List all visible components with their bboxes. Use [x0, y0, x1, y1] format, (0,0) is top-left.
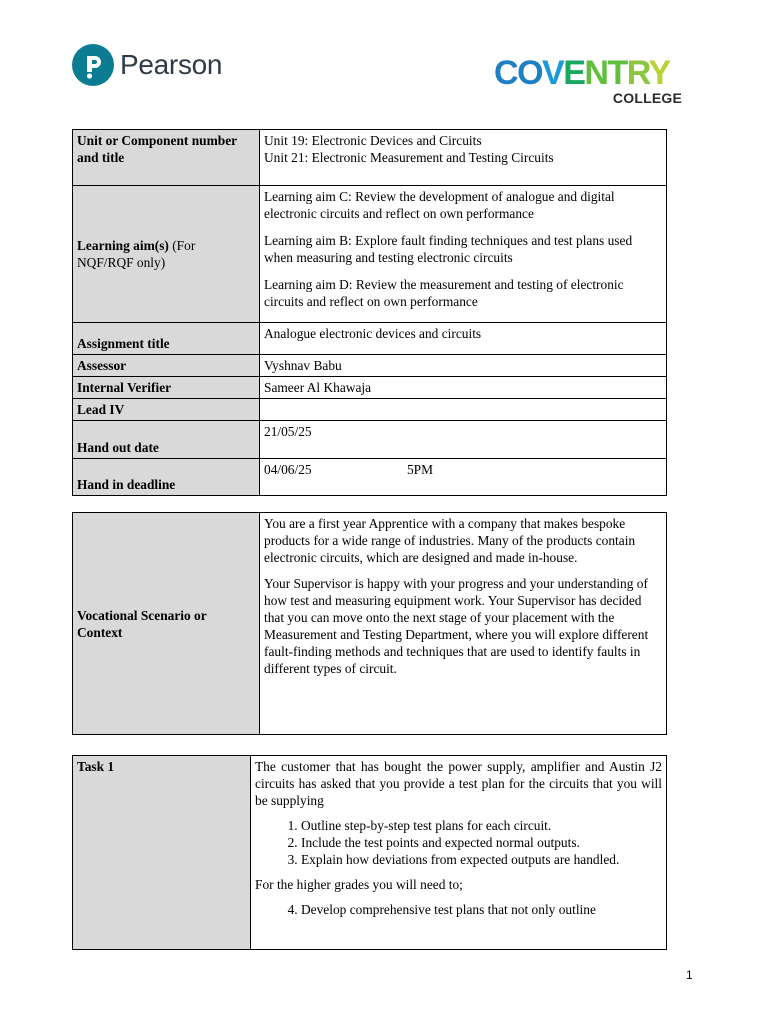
- scenario-paragraph: Your Supervisor is happy with your progress and your understanding of how test and measuring equipment work. Your Supervisor has decided that you can move onto the next stage of your placement with the Measurement and Testing Department, where you will explore different fault-finding methods and techniques that are used to identify faults in different types of circuit.: [264, 576, 649, 676]
- task1-higher-grades: For the higher grades you will need to;: [255, 877, 463, 892]
- task1-item: 4. Develop comprehensive test plans that not only outline: [301, 901, 662, 918]
- unit-line: Unit 19: Electronic Devices and Circuits: [264, 133, 482, 148]
- coventry-letter: T: [607, 54, 627, 92]
- learning-aims-label: [73, 186, 260, 323]
- pearson-logo: [72, 44, 222, 86]
- task1-content: [251, 756, 666, 948]
- pearson-wordmark: Pearson: [120, 49, 223, 80]
- task1-list: [255, 817, 662, 868]
- coventry-letter: E: [563, 54, 585, 92]
- assessor-label: Assessor: [73, 355, 260, 377]
- task1-table: [72, 755, 667, 950]
- learning-aim-d: Learning aim D: Review the measurement and testing of electronic circuits and reflect on own performance: [264, 277, 624, 309]
- scenario-label: Vocational Scenario or Context: [73, 513, 260, 735]
- assessor-value: Vyshnav Babu: [260, 355, 667, 377]
- task1-higher-list: [255, 901, 662, 918]
- hand-in-label: Hand in deadline: [73, 459, 260, 496]
- hand-out-value: 21/05/25: [260, 421, 667, 459]
- task1-value: [251, 756, 667, 950]
- assignment-details-table: [72, 129, 667, 496]
- lead-iv-row: [73, 399, 667, 421]
- hand-out-row: [73, 421, 667, 459]
- hand-out-label: Hand out date: [73, 421, 260, 459]
- coventry-letter: R: [626, 54, 649, 92]
- unit-value: [260, 130, 667, 186]
- learning-aims-label-note: (For NQF/RQF only): [77, 238, 196, 270]
- task1-item: 3. Explain how deviations from expected outputs are handled.: [301, 851, 662, 868]
- assignment-title-value: Analogue electronic devices and circuits: [260, 323, 667, 355]
- learning-aims-label-bold: Learning aim(s): [77, 238, 169, 253]
- learning-aims-value: [260, 186, 667, 323]
- unit-label: Unit or Component number and title: [73, 130, 260, 186]
- unit-line: Unit 21: Electronic Measurement and Testing Circuits: [264, 150, 554, 165]
- coventry-letter: Y: [648, 54, 670, 92]
- internal-verifier-value: Sameer Al Khawaja: [260, 377, 667, 399]
- learning-aims-row: [73, 186, 667, 323]
- scenario-value: [260, 513, 667, 735]
- task1-intro: The customer that has bought the power supply, amplifier and Austin J2 circuits has asked that you provide a test plan for the circuits that you will be supplying: [255, 759, 662, 808]
- hand-in-value: [260, 459, 667, 496]
- task1-row: [73, 756, 667, 950]
- internal-verifier-row: [73, 377, 667, 399]
- learning-aim-c: Learning aim C: Review the development of analogue and digital electronic circuits and reflect on own performance: [264, 189, 615, 221]
- lead-iv-value: [260, 399, 667, 421]
- scenario-row: [73, 513, 667, 735]
- lead-iv-label: Lead IV: [73, 399, 260, 421]
- page-number: 1: [686, 968, 693, 982]
- pearson-mark-icon: [72, 44, 114, 86]
- coventry-letter: C: [494, 54, 518, 92]
- task1-item: 2. Include the test points and expected normal outputs.: [301, 834, 662, 851]
- assignment-title-row: [73, 323, 667, 355]
- task1-label: Task 1: [73, 756, 251, 950]
- assignment-title-label: Assignment title: [73, 323, 260, 355]
- task1-item: 1. Outline step-by-step test plans for each circuit.: [301, 817, 662, 834]
- scenario-table: [72, 512, 667, 735]
- hand-in-row: [73, 459, 667, 496]
- learning-aim-b: Learning aim B: Explore fault finding techniques and test plans used when measuring and testing electronic circuits: [264, 233, 633, 265]
- college-wordmark: COLLEGE: [612, 90, 682, 106]
- hand-in-date: 04/06/25: [264, 462, 312, 477]
- scenario-paragraph: You are a first year Apprentice with a company that makes bespoke products for a wide range of industries. Many of the products contain electronic circuits, which are designed and made in-house.: [264, 516, 636, 565]
- assessor-row: [73, 355, 667, 377]
- coventry-letter: N: [584, 54, 608, 92]
- unit-row: [73, 130, 667, 186]
- hand-in-time: 5PM: [406, 462, 434, 477]
- coventry-college-logo: [494, 56, 694, 106]
- coventry-letter: O: [517, 54, 543, 92]
- internal-verifier-label: Internal Verifier: [73, 377, 260, 399]
- coventry-letter: V: [542, 54, 564, 92]
- coventry-wordmark: [494, 56, 694, 90]
